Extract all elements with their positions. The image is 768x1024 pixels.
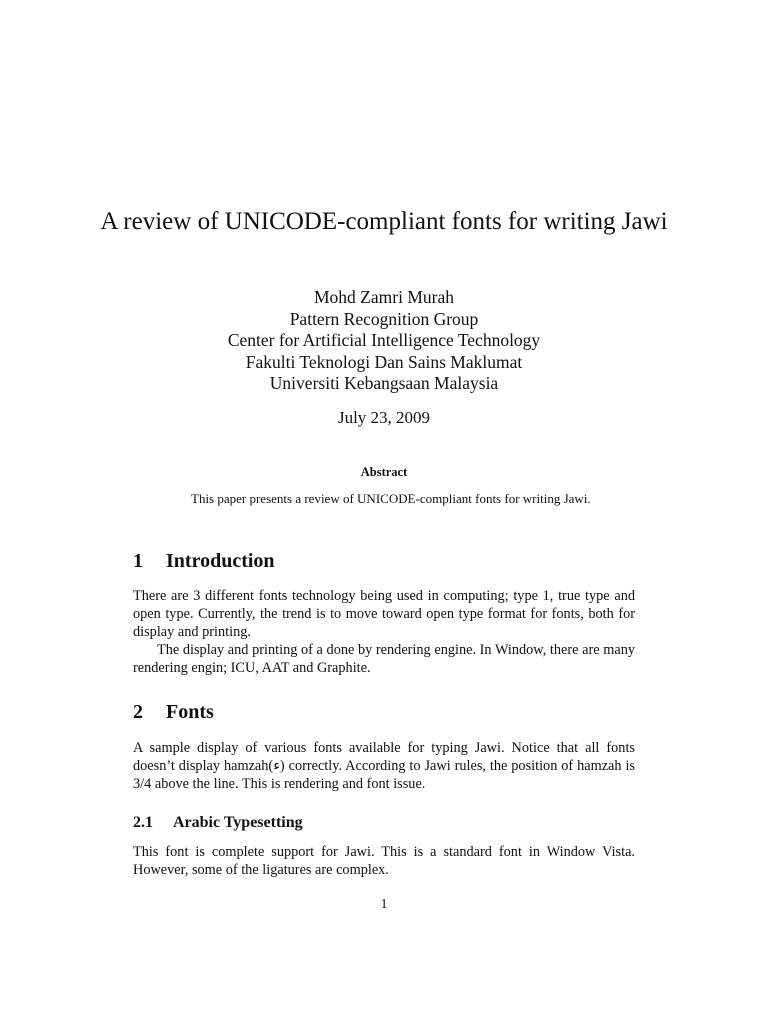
subsection-title: Arabic Typesetting bbox=[173, 814, 303, 831]
paper-title: A review of UNICODE-compliant fonts for writing Jawi bbox=[100, 208, 668, 235]
author-center: Center for Artificial Intelligence Technology bbox=[227, 330, 541, 350]
page-number: 1 bbox=[380, 897, 388, 912]
author-faculty: Fakulti Teknologi Dan Sains Maklumat bbox=[245, 351, 523, 372]
section-heading-fonts bbox=[133, 701, 214, 724]
section-heading-introduction bbox=[133, 550, 275, 573]
section-number: 2 bbox=[133, 701, 143, 723]
paper-date: July 23, 2009 bbox=[337, 408, 431, 427]
section-title: Introduction bbox=[166, 550, 275, 572]
intro-paragraph-2: The display and printing of a done by rendering engine. In Window, there are many rendering engin; ICU, AAT and Graphite. bbox=[133, 642, 635, 676]
abstract-body: This paper presents a review of UNICODE-compliant fonts for writing Jawi. bbox=[191, 491, 591, 506]
arabic-paragraph-1: This font is complete support for Jawi. This is a standard font in Window Vista. However, some of the ligatures are complex. bbox=[133, 844, 635, 878]
author-name: Mohd Zamri Murah bbox=[314, 287, 454, 307]
section-title: Fonts bbox=[166, 701, 214, 723]
section-number: 1 bbox=[133, 550, 143, 572]
fonts-paragraph-1: A sample display of various fonts available for typing Jawi. Notice that all fonts doesn’t display hamzah(ء) correctly. According to Jawi rules, the position of hamzah is 3/4 above the line. This is rendering and font issue. bbox=[133, 740, 635, 792]
abstract-heading: Abstract bbox=[360, 465, 408, 479]
author-block bbox=[100, 287, 668, 395]
author-group: Pattern Recognition Group bbox=[289, 308, 479, 329]
author-university: Universiti Kebangsaan Malaysia bbox=[269, 373, 499, 393]
subsection-heading-arabic-typesetting bbox=[133, 814, 303, 832]
subsection-number: 2.1 bbox=[133, 814, 153, 831]
intro-paragraph-1: There are 3 different fonts technology being used in computing; type 1, true type and open type. Currently, the trend is to move toward open type format for fonts, both for display and printing. bbox=[133, 588, 635, 640]
